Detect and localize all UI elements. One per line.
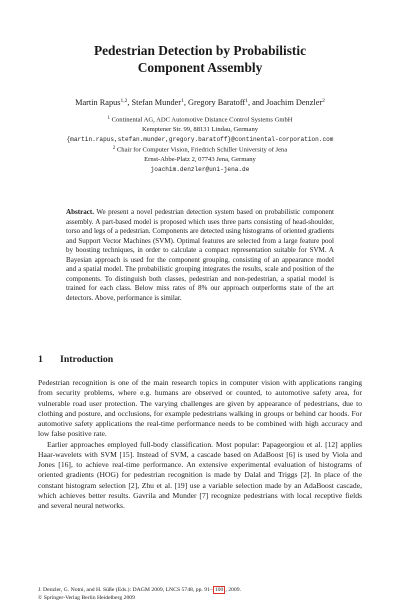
abstract-label: Abstract. xyxy=(66,208,94,216)
page-footer xyxy=(38,586,362,602)
author-separator: , and xyxy=(247,98,267,107)
citation-link[interactable]: [6] xyxy=(286,449,296,459)
section-heading xyxy=(38,354,113,365)
citation-link[interactable]: [16] xyxy=(58,460,71,469)
title-line-1: Pedestrian Detection by Probabilistic xyxy=(93,43,307,58)
author-affil-mark: 1,2 xyxy=(120,98,128,104)
author-affil-mark: 2 xyxy=(322,98,325,104)
text-run: . Instead of SVM, a cascade based on AdaBoost xyxy=(132,449,287,459)
author-separator: , xyxy=(183,98,188,107)
section-title: Introduction xyxy=(60,354,114,365)
affiliation-2-address: Ernst-Abbe-Platz 2, 07743 Jena, Germany xyxy=(144,156,256,164)
author-separator: , xyxy=(127,98,132,107)
text-run: , Zhu et al. xyxy=(137,480,175,490)
text-run: . In place of the constant histogram selection xyxy=(38,470,362,490)
citation-link[interactable]: [7] xyxy=(199,490,209,500)
author-list xyxy=(20,96,380,108)
affiliation-1-address: Kemptener Str. 99, 88131 Lindau, Germany xyxy=(141,126,259,134)
footer-text: J. Denzler, G. Notni, and H. Süße (Eds.): DAGM 2009, LNCS 5748, pp. 91– xyxy=(38,587,213,593)
affiliation-2 xyxy=(20,144,380,155)
paragraph xyxy=(38,440,362,512)
text-run: use a variable selection made by an AdaBoost cascade, which achieves better results. Gavrila and Munder xyxy=(38,480,362,500)
affiliations xyxy=(20,114,380,175)
affiliation-2-email: joachim.denzler@uni-jena.de xyxy=(150,165,250,173)
affiliation-name: Chair for Computer Vision, Friedrich Schiller University of Jena xyxy=(116,146,288,154)
citation-link[interactable]: [2] xyxy=(300,470,310,480)
citation-link[interactable]: [19] xyxy=(174,480,188,490)
section-number: 1 xyxy=(38,354,43,365)
footer-text: , 2009. xyxy=(225,587,241,593)
affiliation-name: Continental AG, ADC Automotive Distance Control Systems GmbH xyxy=(111,116,293,124)
author-affil-mark: 1 xyxy=(245,98,248,104)
citation-link[interactable]: [15] xyxy=(119,449,133,459)
text-run: applies Haar-wavelets with SVM xyxy=(38,439,362,459)
text-run: is used by Viola and Jones xyxy=(38,449,363,469)
paragraph: Pedestrian recognition is one of the main research topics in computer vision with applications ranging from security problems, where e.g. humans are observed or counted, to automotive safety area, for vulnerable road user protection. The varying challenges are given by appearance of pedestrians, due to clothing and posture, and occlusions, for example pedestrians walking in groups or behind car hoods. For automotive safety applications the real-time performance needs to be combined with high accuracy and low false positive rate. xyxy=(38,378,362,439)
page-range-link[interactable]: 100 xyxy=(214,587,224,593)
affiliation-1 xyxy=(20,114,380,125)
affiliation-mark: 2 xyxy=(112,146,116,152)
text-run: recognize pedestrians with local receptive fields and several neural networks. xyxy=(38,490,362,510)
affiliation-1-email: {martin.rapus,stefan.munder,gregory.baratoff}@continental-corporation.com xyxy=(66,135,334,143)
title-line-2: Component Assembly xyxy=(137,60,263,75)
author-name: Joachim Denzler xyxy=(266,98,323,107)
paper-title xyxy=(30,42,370,76)
abstract-text: We present a novel pedestrian detection system based on probabilistic component assembly. A part-based model is proposed which uses three parts consisting of head-shoulder, torso and legs of a pedestrian. Components are detected using histograms of oriented gradients and Support Vector Machines (SVM). Optimal features are selected from a large feature pool by boosting techniques, in order to calculate a compact representation suitable for SVM. A Bayesian approach is used for the component grouping, consisting of an appearance model and a spatial model. The probabilistic grouping integrates the results, scale and position of the components. To distinguish both classes, pedestrian and non-pedestrian, a spatial model is trained for each class. Below miss rates of 8% our approach outperforms state of the art detectors. Above, performance is similar. xyxy=(66,208,334,302)
author-name: Martin Rapus xyxy=(75,98,121,107)
footer-citation xyxy=(38,586,362,595)
body-text xyxy=(38,378,362,511)
text-run: , to achieve real-time performance. An extensive experimental evaluation of histograms of oriented gradients (HOG) for pedestrian recognition is made by Dalal and Triggs xyxy=(38,460,362,480)
author-name: Gregory Baratoff xyxy=(187,98,246,107)
citation-link[interactable]: [2] xyxy=(128,480,138,490)
affiliation-mark: 1 xyxy=(107,116,110,121)
text-run: Earlier approaches employed full-body classification. Most popular: Papageorgiou et al. xyxy=(47,439,326,449)
author-affil-mark: 1 xyxy=(181,98,184,104)
footer-copyright: © Springer-Verlag Berlin Heidelberg 2009 xyxy=(38,594,135,601)
abstract xyxy=(66,208,334,303)
citation-link[interactable]: [12] xyxy=(325,439,338,449)
author-name: Stefan Munder xyxy=(131,98,182,107)
